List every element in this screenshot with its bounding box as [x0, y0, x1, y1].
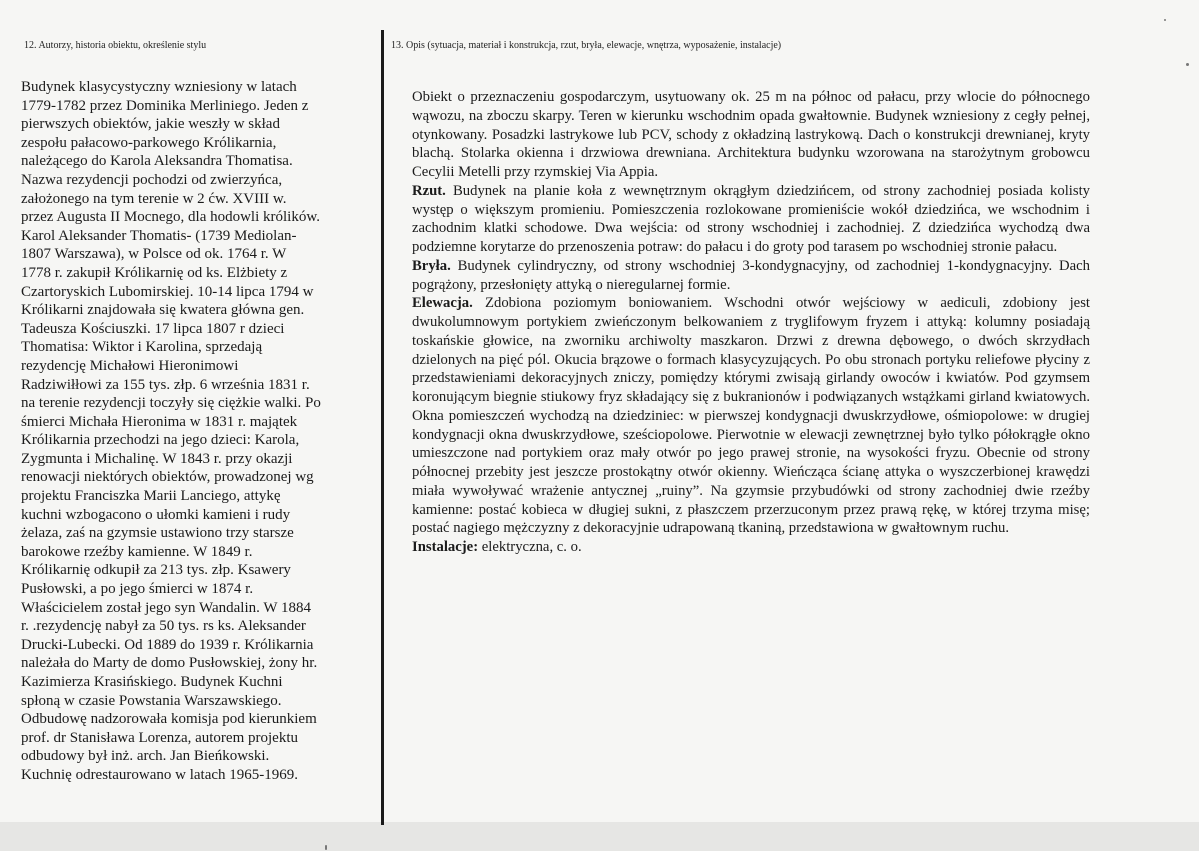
scan-speck [1164, 19, 1166, 21]
history-line: przez Augusta II Mocnego, dla hodowli królików. [21, 209, 320, 226]
intro-paragraph: Obiekt o przeznaczeniu gospodarczym, usytuowany ok. 25 m na północ od pałacu, przy wlocie do północnego wąwozu, na zboczu skarpy. Teren w kierunku wschodnim opada gwałtownie. Budynek wzniesiony z cegły pełnej, otynkowany. Posadzki lastrykowe lub PCV, schody z okładziną lastrykową. Dach o konstrukcji drewnianej, kryty blachą. Stolarka okienna i drzwiowa drewniana. Architektura budynku wzorowana na starożytnym grobowcu Cecylii Metelli przy rzymskiej Via Appia. [412, 89, 1090, 180]
section-12-header: 12. Autorzy, historia obiektu, określenie stylu [24, 40, 207, 51]
history-line: prof. dr Stanisława Lorenza, autorem projektu [21, 729, 298, 746]
history-line: Królikarnię odkupił za 213 tys. złp. Ksawery [21, 562, 291, 579]
instalacje-label: Instalacje: [412, 539, 479, 555]
history-line: Odbudowę nadzorowała komisja pod kierunkiem [21, 711, 317, 728]
column-divider [381, 30, 384, 825]
history-line: należała do Marty de domo Pusłowskiej, żony hr. [21, 655, 318, 672]
history-line: Karol Aleksander Thomatis- (1739 Mediolan- [21, 227, 297, 244]
history-line: należącego do Karola Aleksandra Thomatisa. [21, 153, 293, 170]
history-line: 1807 Warszawa), w Polsce od ok. 1764 r. W [21, 246, 287, 263]
history-line: 1779-1782 przez Dominika Merliniego. Jeden z [21, 97, 309, 114]
history-line: Kuchnię odrestaurowano w latach 1965-1969. [21, 766, 299, 783]
history-line: spłoną w czasie Powstania Warszawskiego. [21, 692, 282, 709]
description-column [412, 88, 1090, 557]
history-line: pierwszych obiektów, jakie weszły w skład [21, 116, 280, 133]
history-line: zespołu pałacowo-parkowego Królikarnia, [21, 134, 277, 151]
history-line: 1778 r. zakupił Królikarnię od ks. Elżbiety z [21, 264, 288, 281]
history-line: śmierci Michała Hieronima w 1831 r. majątek [21, 413, 298, 430]
history-line: kuchni wzbogacono o ułomki kamieni i rudy [21, 506, 291, 523]
elewacja-label: Elewacja. [412, 295, 473, 312]
history-column [21, 78, 373, 785]
instalacje-text: elektryczna, c. o. [478, 539, 582, 555]
history-line: Nazwa rezydencji pochodzi od zwierzyńca, [21, 171, 283, 188]
bryla-text: Budynek cylindryczny, od strony wschodniej 3-kondygnacyjny, od zachodniej 1-kondygnacyjny. Dach pogrążony, przesłonięty attyką o nieregularnej formie. [412, 257, 1090, 293]
instalacje-paragraph [412, 538, 1090, 557]
history-line: Thomatisa: Wiktor i Karolina, sprzedają [21, 339, 263, 356]
scan-speck [325, 845, 327, 850]
history-line: żelaza, zaś na gzymsie ustawiono trzy starsze [21, 525, 294, 542]
history-line: renowacji niektórych obiektów, prowadzonej wg [21, 469, 314, 486]
history-line: Królikarni znajdowała się kwatera główna gen. [21, 302, 305, 319]
history-line: projektu Franciszka Marii Lanciego, attykę [21, 488, 281, 505]
history-line: Właścicielem został jego syn Wandalin. W 1884 [21, 599, 311, 616]
history-line: rezydencję Michałowi Hieronimowi [21, 357, 239, 374]
history-line: Budynek klasycystyczny wzniesiony w latach [21, 79, 297, 95]
history-line: na terenie rezydencji toczyły się ciężkie walki. Po [21, 395, 321, 412]
bryla-paragraph [412, 257, 1090, 295]
scan-speck [1186, 63, 1189, 66]
history-line: Pusłowski, a po jego śmierci w 1874 r. [21, 581, 254, 598]
history-line: barokowe rzeźby kamienne. W 1849 r. [21, 543, 253, 560]
history-line: odbudowy był inż. arch. Jan Bieńkowski. [21, 748, 270, 765]
rzut-paragraph [412, 182, 1090, 257]
history-line: Radziwiłłowi za 155 tys. złp. 6 września 1831 r. [21, 376, 310, 393]
history-line: Królikarnia przechodzi na jego dzieci: Karola, [21, 432, 300, 449]
section-13-header: 13. Opis (sytuacja, materiał i konstrukcja, rzut, bryła, elewacje, wnętrza, wyposażenie, instalacje) [391, 40, 782, 51]
history-line: Czartoryskich Lubomirskiej. 10-14 lipca 1794 w [21, 283, 314, 300]
rzut-label: Rzut. [412, 182, 446, 199]
rzut-text: Budynek na planie koła z wewnętrznym okrągłym dziedzińcem, od strony zachodniej posiada kolisty występ o większym promieniu. Pomieszczenia rozlokowane promieniście wokół dziedzińca, we wschodnim i zachodnim klatki schodowe. Dwa wejścia: od strony wschodniej i zachodniej. Z dziedzińca wychodzą dwa podziemne korytarze do przenoszenia potraw: do pałacu i do groty pod tarasem po wschodniej stronie pałacu. [412, 182, 1090, 255]
bryla-label: Bryła. [412, 257, 451, 274]
history-line: Kazimierza Krasińskiego. Budynek Kuchni [21, 674, 283, 690]
history-line: Zygmunta i Michalinę. W 1843 r. przy okazji [21, 450, 293, 467]
history-line: Drucki-Lubecki. Od 1889 do 1939 r. Królikarnia [21, 636, 314, 653]
elewacja-text: Zdobiona poziomym boniowaniem. Wschodni otwór wejściowy w aediculi, zdobiony jest dwukolumnowym portykiem zwieńczonym belkowaniem z tryglifowym fryzem i attyką: kolumny posiadają toskańskie głowice, na zworniku archiwolty maszkaron. Drzwi z drewna dębowego, o dwóch skrzydłach dzielonych na pięć pól. Okucia brązowe o formach klasycyzujących. Po obu stronach portyku reliefowe płyciny z przedstawieniami dekoracyjnych zniczy, pomiędzy którymi zwisają girlandy owoców i kwiatów. Pod gzymsem koronującym biegnie stiukowy fryz składający się z bukranionów i podwiązanych wstążkami girland kwiatowych. Okna pomieszczeń wychodzą na dziedziniec: w pierwszej kondygnacji dwuskrzydłowe, ośmiopolowe: w drugiej kondygnacji okna dwuskrzydłowe, sześciopolowe. Pierwotnie w elewacji zewnętrznej było tylko półokrągłe okno umieszczone nad portykiem oraz mały otwór po jego prawej stronie, na wysokości fryzu. Obecnie od strony północnej przebity jest jeszcze prostokątny otwór okienny. Wieńcząca ścianę attyka o wyszczerbionej krawędzi miała wywoływać wrażenie antycznej „ruiny”. Na gzymsie przybudówki od strony zachodniej dwie rzeźby kamienne: postać kobieca w długiej sukni, z płaszczem przerzuconym przez prawą rękę, w której trzyma misę; postać nagiego mężczyzny z dekoracyjnie udrapowaną tkaniną, przedstawiona w gwałtownym ruchu. [412, 295, 1090, 537]
scan-bottom-edge [0, 822, 1199, 851]
history-line: r. .rezydencję nabył za 50 tys. rs ks. Aleksander [21, 618, 306, 635]
history-line: założonego na tym terenie w 2 ćw. XVIII w. [21, 190, 287, 207]
elewacja-paragraph [412, 294, 1090, 538]
history-line: Tadeusza Kościuszki. 17 lipca 1807 r dzieci [21, 320, 285, 337]
